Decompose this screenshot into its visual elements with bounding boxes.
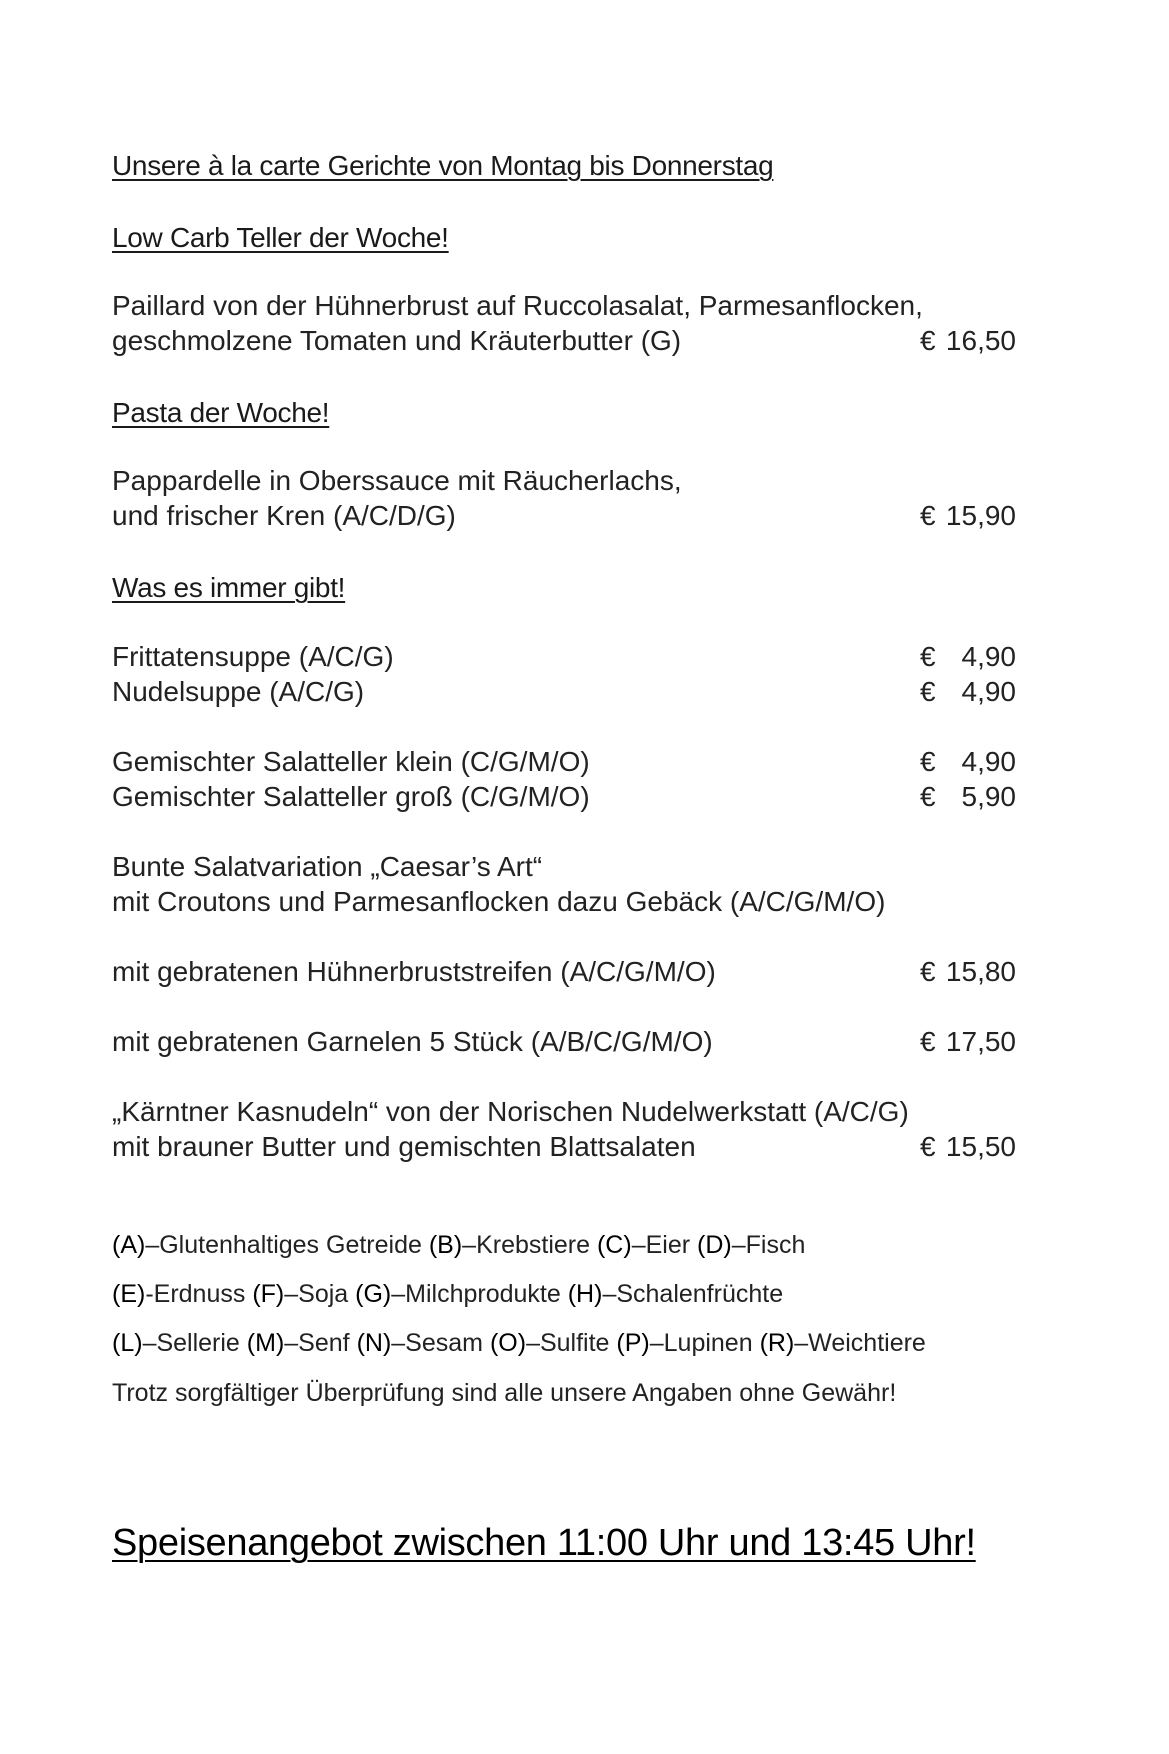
section-heading-low-carb: Low Carb Teller der Woche! [112,222,449,253]
allergen-code: (H) [567,1280,603,1308]
currency-symbol: € [920,746,936,777]
low-carb-description-line-1: Paillard von der Hühnerbrust auf Ruccolasalat, Parmesanflocken, [112,290,923,321]
allergen-label: –Soja [284,1280,356,1308]
disclaimer: Trotz sorgfältiger Überprüfung sind alle unsere Angaben ohne Gewähr! [112,1379,897,1407]
price-amount: 16,50 [945,325,1016,356]
currency-symbol: € [920,1131,936,1162]
allergen-code: (G) [355,1280,392,1308]
caesar-option-chicken: mit gebratenen Hühnerbruststreifen (A/C/G/M/O) [112,956,716,987]
caesar-description-line-2: mit Croutons und Parmesanflocken dazu Gebäck (A/C/G/M/O) [112,886,886,917]
allergen-code: (N) [356,1329,392,1357]
caesar-description-line-1: Bunte Salatvariation „Caesar’s Art“ [112,851,543,882]
kasnudeln-description-line-1: „Kärntner Kasnudeln“ von der Norischen Nudelwerkstatt (A/C/G) [112,1096,909,1127]
menu-item-name: Gemischter Salatteller klein (C/G/M/O) [112,746,590,777]
allergen-label: –Glutenhaltiges Getreide [145,1231,429,1259]
allergen-label: –Fisch [731,1231,806,1259]
allergen-code: (P) [616,1329,650,1357]
allergen-code: (D) [697,1231,732,1259]
menu-item-name: Frittatensuppe (A/C/G) [112,641,394,672]
allergen-label: –Sellerie [142,1329,247,1357]
section-heading-pasta: Pasta der Woche! [112,397,330,428]
caesar-option-shrimp: mit gebratenen Garnelen 5 Stück (A/B/C/G/M/O) [112,1026,713,1057]
allergen-label: –Weichtiere [794,1329,926,1357]
price-amount: 15,90 [945,500,1016,531]
allergen-label: –Sesam [391,1329,490,1357]
price-amount: 17,50 [945,1026,1016,1057]
allergen-code: (R) [759,1329,795,1357]
opening-hours-banner: Speisenangebot zwischen 11:00 Uhr und 13:45 Uhr! [112,1522,976,1564]
page-title: Unsere à la carte Gerichte von Montag bis Donnerstag [112,150,774,181]
currency-symbol: € [920,325,936,356]
allergen-label: –Milchprodukte [391,1280,568,1308]
currency-symbol: € [920,956,936,987]
currency-symbol: € [920,1026,936,1057]
kasnudeln-description-line-2: mit brauner Butter und gemischten Blattsalaten [112,1131,696,1162]
price-amount: 4,90 [961,641,1016,672]
allergen-code: (O) [489,1329,527,1357]
price-amount: 4,90 [961,746,1016,777]
price-amount: 15,80 [945,956,1016,987]
low-carb-description-line-2: geschmolzene Tomaten und Kräuterbutter (G) [112,325,682,356]
price-amount: 5,90 [961,781,1016,812]
allergen-code: (M) [246,1329,285,1357]
pasta-description-line-2: und frischer Kren (A/C/D/G) [112,500,456,531]
allergen-code: (F) [252,1280,285,1308]
currency-symbol: € [920,781,936,812]
allergen-code: (E) [112,1280,146,1308]
allergen-legend-line-1 [112,1233,805,1258]
currency-symbol: € [920,500,936,531]
menu-item-name: Nudelsuppe (A/C/G) [112,676,365,707]
allergen-label: –Sulfite [526,1329,617,1357]
allergen-label: -Erdnuss [145,1280,253,1308]
price-amount: 4,90 [961,676,1016,707]
allergen-legend-line-3 [112,1331,926,1356]
allergen-legend-line-2 [112,1282,783,1307]
allergen-label: –Krebstiere [462,1231,597,1259]
price-amount: 15,50 [945,1131,1016,1162]
allergen-code: (L) [112,1329,143,1357]
menu-item-name: Gemischter Salatteller groß (C/G/M/O) [112,781,590,812]
currency-symbol: € [920,641,936,672]
allergen-label: –Eier [631,1231,697,1259]
pasta-description-line-1: Pappardelle in Oberssauce mit Räucherlachs, [112,465,682,496]
allergen-label: –Lupinen [649,1329,760,1357]
allergen-label: –Schalenfrüchte [602,1280,784,1308]
section-heading-always: Was es immer gibt! [112,572,346,603]
currency-symbol: € [920,676,936,707]
allergen-code: (A) [112,1231,146,1259]
allergen-label: –Senf [284,1329,357,1357]
allergen-code: (C) [596,1231,632,1259]
allergen-code: (B) [428,1231,463,1259]
